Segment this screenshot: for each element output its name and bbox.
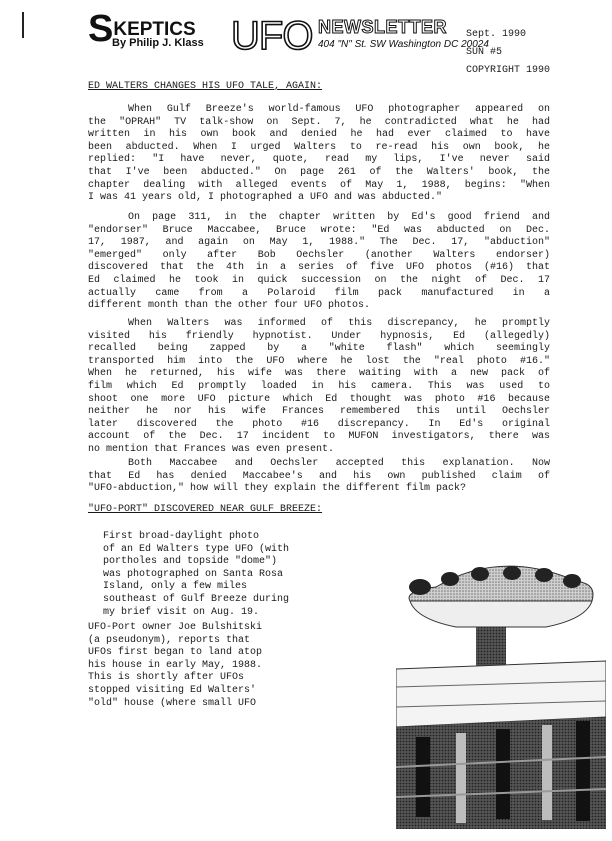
para2-line: Ed claimed he took in quick succession on the night of Dec. 17 — [88, 274, 550, 286]
headline-walters: ED WALTERS CHANGES HIS UFO TALE, AGAIN: — [88, 81, 323, 92]
para1-line: the "OPRAH" TV talk-show on Sept. 7, he contradicted what he had — [88, 116, 550, 128]
col2-line: "old" house (where small UFO — [88, 697, 257, 709]
col1-line: Island, only a few miles — [103, 581, 248, 593]
para2-line: different month than the other four UFO photos. — [88, 300, 371, 312]
para1-line: that I've been abducted." On page 261 of the Walters' book, the — [88, 166, 550, 178]
issue-meta — [466, 26, 550, 80]
para3-line: transported him into the UFO where he lost the "real photo #16." — [88, 355, 550, 367]
headline-ufo-port: "UFO-PORT" DISCOVERED NEAR GULF BREEZE: — [88, 504, 323, 515]
issue-number: SUN #5 — [466, 47, 503, 58]
paragraph-film-pack — [88, 458, 550, 496]
col1-line: of an Ed Walters type UFO (with — [103, 543, 290, 555]
ufo-port-photo — [396, 557, 606, 829]
para1-line: I was 41 years old, I photographed a UFO and was abducted." — [88, 192, 443, 204]
para3-line: neither he nor his wife Frances remembered this until Oechsler — [88, 406, 550, 418]
masthead-address: 404 "N" St. SW Washington DC 20024 — [318, 39, 489, 50]
col1-line: my brief visit on Aug. 19. — [103, 606, 260, 618]
masthead-ufo: UFO — [231, 14, 313, 58]
col2-line: (a pseudonym), reports that — [88, 634, 251, 646]
col1-line: southeast of Gulf Breeze during — [103, 593, 290, 605]
para2-line: actually came from a Polaroid film pack manufactured in a — [88, 287, 550, 299]
para3-line: When Walters was informed of this discrepancy, he promptly — [128, 318, 550, 329]
para1-line: chapter dealing with alleged events of May 1, 1988, begins: "When — [88, 179, 550, 191]
masthead-skeptics: SKEPTICS — [88, 8, 196, 50]
masthead-author: By Philip J. Klass — [112, 37, 204, 49]
col1-line: portholes and topside "dome") — [103, 556, 278, 568]
para1-line: been abducted. When I urged Walters to re-read his own book, he — [88, 141, 550, 153]
para2-line: "emerged" only after Bob Oechsler (another Walters endorser) — [88, 249, 550, 261]
copyright: COPYRIGHT 1990 — [466, 65, 551, 76]
para1-line: written in his own book and denied he had ever claimed to have — [88, 129, 550, 141]
col1-line: First broad-daylight photo — [103, 531, 260, 542]
issue-date: Sept. 1990 — [466, 29, 527, 40]
masthead-newsletter: NEWSLETTER — [318, 17, 447, 37]
paragraph-hypnosis — [88, 318, 550, 457]
para3-line: When he returned, his wife was there waiting with a new pack of — [88, 368, 550, 380]
col2-line: UFOs first began to land atop — [88, 647, 263, 659]
col2-line: This is shortly after UFOs — [88, 672, 245, 684]
paragraph-oprah — [88, 104, 550, 205]
para4-line: "UFO-abduction," how will they explain the different film pack? — [88, 483, 467, 495]
para4-line: that Ed has denied Maccabee's and his own published claim of — [88, 470, 550, 482]
para2-line: discovered that the 4th in a series of five UFO photos (#16) that — [88, 262, 550, 274]
col1-line: was photographed on Santa Rosa — [103, 568, 284, 580]
para2-line: "endorser" Bruce Maccabee, Bruce wrote: "Ed was abducted on Dec. — [88, 224, 550, 236]
para3-line: later discovered the photo #16 discrepancy. In Ed's original — [88, 418, 550, 430]
para3-line: no mention that Frances was even present. — [88, 443, 335, 455]
para1-line: When Gulf Breeze's world-famous UFO photographer appeared on — [128, 104, 550, 115]
col2-line: stopped visiting Ed Walters' — [88, 684, 257, 696]
col2-line: his house in early May, 1988. — [88, 659, 263, 671]
para1-line: replied: "I have never, quote, read my lips, I've never said — [88, 154, 550, 166]
para4-line: Both Maccabee and Oechsler accepted this explanation. Now — [128, 458, 550, 469]
para3-line: recalled being zapped by a "white flash" which seemingly — [88, 343, 550, 355]
para2-line: On page 311, in the chapter written by Ed's good friend and — [128, 212, 550, 223]
para3-line: visited his friendly hypnotist. Under hypnosis, Ed (allegedly) — [88, 330, 550, 342]
column-first-photo — [103, 531, 325, 619]
col2-line: UFO-Port owner Joe Bulshitski — [88, 622, 263, 633]
column-ufo-port-owner — [88, 622, 310, 710]
paragraph-maccabee — [88, 212, 550, 313]
para3-line: account of the Dec. 17 incident to MUFON investigators, there was — [88, 431, 550, 443]
para3-line: shoot one more UFO picture which Ed thought was photo #16 because — [88, 393, 550, 405]
para3-line: film which Ed promptly loaded in his camera. This was used to — [88, 380, 550, 392]
margin-mark — [22, 12, 24, 38]
para2-line: 17, 1987, and again on May 1, 1988." The Dec. 17, "abduction" — [88, 237, 550, 249]
